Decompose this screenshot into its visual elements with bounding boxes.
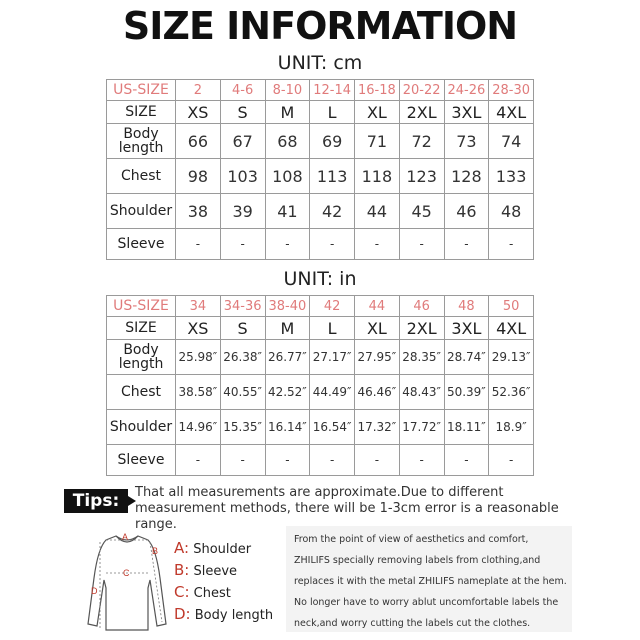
legend-letter: B:: [174, 561, 190, 579]
measurement-value: 46: [444, 194, 489, 229]
measurement-value: -: [444, 445, 489, 476]
us-size-cell: 46: [399, 296, 444, 317]
measurement-value: -: [310, 229, 355, 260]
measurement-value: 123: [399, 159, 444, 194]
size-cell: 3XL: [444, 317, 489, 340]
tips-badge: Tips:: [64, 489, 128, 513]
measurement-value: 68: [265, 124, 310, 159]
diagram-label-d: D: [91, 586, 98, 596]
measurement-value: 44.49″: [310, 375, 355, 410]
us-size-cell: 34: [176, 296, 221, 317]
page-title: SIZE INFORMATION: [122, 4, 518, 48]
measurement-value: 26.38″: [220, 340, 265, 375]
measurement-label: Body length: [107, 340, 176, 375]
measurement-value: 118: [355, 159, 400, 194]
us-size-row: [107, 296, 534, 317]
size-cell: XS: [176, 317, 221, 340]
measurement-value: -: [489, 229, 534, 260]
size-row: [107, 101, 534, 124]
note-line: replaces it with the metal ZHILIFS nameplate at the hem.: [294, 576, 567, 587]
measurement-value: -: [355, 445, 400, 476]
us-size-cell: 44: [355, 296, 400, 317]
diagram-label-c: C: [123, 568, 130, 578]
measurement-value: 41: [265, 194, 310, 229]
size-cell: L: [310, 317, 355, 340]
measurement-value: -: [355, 229, 400, 260]
measurement-value: 50.39″: [444, 375, 489, 410]
legend-label: Sleeve: [193, 564, 238, 579]
size-label: SIZE: [107, 317, 176, 340]
legend-item-chest: [174, 581, 273, 603]
measurement-row: [107, 229, 534, 260]
size-cell: 2XL: [399, 101, 444, 124]
legend-label: Chest: [193, 586, 231, 601]
measurement-value: -: [265, 229, 310, 260]
legend-letter: D:: [174, 605, 191, 623]
measurement-value: -: [176, 229, 221, 260]
measurement-value: 25.98″: [176, 340, 221, 375]
measurement-value: 29.13″: [489, 340, 534, 375]
measurement-label: Chest: [107, 375, 176, 410]
measurement-label: Chest: [107, 159, 176, 194]
measurement-value: 38.58″: [176, 375, 221, 410]
measurement-value: 44: [355, 194, 400, 229]
measurement-row: [107, 340, 534, 375]
cm-unit-label: UNIT: cm: [277, 52, 363, 74]
measurement-value: 103: [220, 159, 265, 194]
size-cell: S: [220, 317, 265, 340]
label-free-note: [286, 526, 572, 632]
cm-size-table: [106, 79, 534, 260]
shirt-outline-icon: [86, 528, 168, 636]
measurement-value: 17.32″: [355, 410, 400, 445]
measurement-value: 39: [220, 194, 265, 229]
measurement-value: 26.77″: [265, 340, 310, 375]
inch-size-table: [106, 295, 534, 476]
measurement-label: Shoulder: [107, 194, 176, 229]
us-size-label: US-SIZE: [107, 80, 176, 101]
note-line: ZHILIFS specially removing labels from clothing,and: [294, 555, 541, 566]
tips-text: That all measurements are approximate.Due to different measurement methods, there will be 1-3cm error is a reasonable range.: [135, 485, 559, 532]
measurement-value: 66: [176, 124, 221, 159]
us-size-cell: 38-40: [265, 296, 310, 317]
measurement-value: -: [310, 445, 355, 476]
measurement-value: 48: [489, 194, 534, 229]
measurement-value: 69: [310, 124, 355, 159]
measurement-value: -: [399, 229, 444, 260]
measurement-value: 73: [444, 124, 489, 159]
legend-label: Shoulder: [193, 542, 252, 557]
note-line: neck,and worry cutting the labels cut the clothes.: [294, 618, 531, 629]
size-cell: XL: [355, 317, 400, 340]
us-size-cell: 4-6: [220, 80, 265, 101]
measurement-value: 71: [355, 124, 400, 159]
measurement-row: [107, 194, 534, 229]
measurement-value: 16.14″: [265, 410, 310, 445]
measurement-value: 18.11″: [444, 410, 489, 445]
measurement-value: -: [220, 445, 265, 476]
measurement-value: 18.9″: [489, 410, 534, 445]
measurement-value: -: [176, 445, 221, 476]
size-cell: S: [220, 101, 265, 124]
size-cell: M: [265, 317, 310, 340]
size-cell: XL: [355, 101, 400, 124]
measurement-value: -: [489, 445, 534, 476]
us-size-cell: 48: [444, 296, 489, 317]
measurement-value: 108: [265, 159, 310, 194]
measurement-label: Sleeve: [107, 445, 176, 476]
legend-item-body-length: [174, 603, 273, 625]
size-label: SIZE: [107, 101, 176, 124]
legend-label: Body length: [194, 608, 274, 623]
measurement-value: 45: [399, 194, 444, 229]
measurement-row: [107, 159, 534, 194]
measurement-value: -: [220, 229, 265, 260]
legend-item-shoulder: [174, 537, 273, 559]
measurement-value: 28.74″: [444, 340, 489, 375]
measurement-value: 128: [444, 159, 489, 194]
measurement-value: -: [399, 445, 444, 476]
measurement-label: Sleeve: [107, 229, 176, 260]
us-size-cell: 34-36: [220, 296, 265, 317]
measurement-value: 67: [220, 124, 265, 159]
us-size-cell: 42: [310, 296, 355, 317]
us-size-cell: 50: [489, 296, 534, 317]
diagram-label-a: A: [122, 532, 129, 542]
us-size-cell: 12-14: [310, 80, 355, 101]
measurement-value: 42.52″: [265, 375, 310, 410]
size-cell: XS: [176, 101, 221, 124]
legend-item-sleeve: [174, 559, 273, 581]
measurement-value: 46.46″: [355, 375, 400, 410]
measurement-value: 40.55″: [220, 375, 265, 410]
measurement-value: -: [444, 229, 489, 260]
size-cell: M: [265, 101, 310, 124]
measurement-row: [107, 410, 534, 445]
measurement-value: 14.96″: [176, 410, 221, 445]
size-cell: 4XL: [489, 101, 534, 124]
us-size-cell: 16-18: [355, 80, 400, 101]
measurement-value: 113: [310, 159, 355, 194]
us-size-cell: 20-22: [399, 80, 444, 101]
measurement-value: 27.17″: [310, 340, 355, 375]
measurement-value: 72: [399, 124, 444, 159]
note-line: No longer have to worry ablut uncomfortable labels the: [294, 597, 559, 608]
measurement-value: 28.35″: [399, 340, 444, 375]
garment-measurement-diagram: [86, 528, 168, 640]
size-cell: 2XL: [399, 317, 444, 340]
us-size-cell: 8-10: [265, 80, 310, 101]
measurement-value: 52.36″: [489, 375, 534, 410]
measurement-value: 27.95″: [355, 340, 400, 375]
diagram-label-b: B: [152, 546, 159, 556]
us-size-cell: 24-26: [444, 80, 489, 101]
measurement-value: 16.54″: [310, 410, 355, 445]
measurement-label: Body length: [107, 124, 176, 159]
size-cell: L: [310, 101, 355, 124]
measurement-value: 42: [310, 194, 355, 229]
measurement-value: 38: [176, 194, 221, 229]
us-size-cell: 28-30: [489, 80, 534, 101]
measurement-row: [107, 445, 534, 476]
size-row: [107, 317, 534, 340]
in-unit-label: UNIT: in: [283, 268, 357, 290]
size-cell: 3XL: [444, 101, 489, 124]
measurement-value: 48.43″: [399, 375, 444, 410]
legend-letter: A:: [174, 539, 190, 557]
note-line: From the point of view of aesthetics and comfort,: [294, 534, 529, 545]
size-cell: 4XL: [489, 317, 534, 340]
measurement-row: [107, 124, 534, 159]
measurement-value: 133: [489, 159, 534, 194]
us-size-cell: 2: [176, 80, 221, 101]
measurement-label: Shoulder: [107, 410, 176, 445]
measurement-value: 15.35″: [220, 410, 265, 445]
measurement-value: 98: [176, 159, 221, 194]
legend-letter: C:: [174, 583, 190, 601]
us-size-row: [107, 80, 534, 101]
measurement-value: -: [265, 445, 310, 476]
measurement-legend: [174, 537, 273, 625]
measurement-row: [107, 375, 534, 410]
us-size-label: US-SIZE: [107, 296, 176, 317]
measurement-value: 74: [489, 124, 534, 159]
measurement-value: 17.72″: [399, 410, 444, 445]
